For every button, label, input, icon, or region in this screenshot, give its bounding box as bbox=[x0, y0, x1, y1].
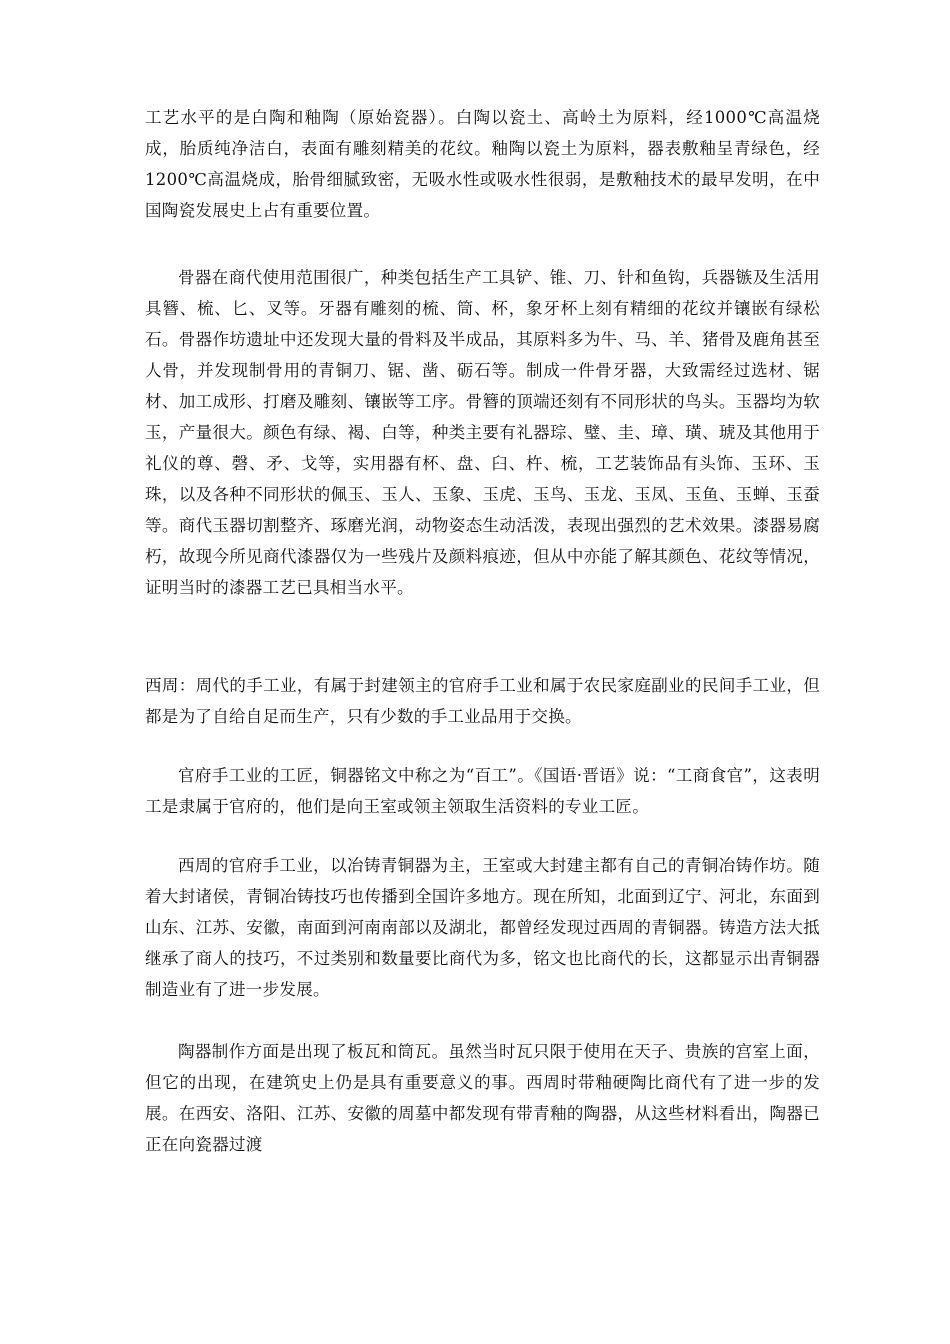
paragraph-western-zhou-intro: 西周：周代的手工业，有属于封建领主的官府手工业和属于农民家庭副业的民间手工业，但都是为了自给自足而生产，只有少数的手工业品用于交换。 bbox=[145, 676, 820, 726]
paragraph-bronze-casting: 西周的官府手工业，以冶铸青铜器为主，王室或大封建主都有自己的青铜冶铸作坊。随着大封诸侯，青铜冶铸技巧也传播到全国许多地方。现在所知，北面到辽宁、河北，东面到山东、江苏、安徽，南面到河南南部以及湖北，都曾经发现过西周的青铜器。铸造方法大抵继承了商人的技巧，不过类别和数量要比商代为多，铭文也比商代的长，这都显示出青铜器制造业有了进一步发展。 bbox=[145, 856, 820, 999]
paragraph-pottery-tiles: 陶器制作方面是出现了板瓦和筒瓦。虽然当时瓦只限于使用在天子、贵族的宫室上面，但它的出现，在建筑史上仍是具有重要意义的事。西周时带釉硬陶比商代有了进一步的发展。在西安、洛阳、江苏、安徽的周墓中都发现有带青釉的陶器，从这些材料看出，陶器已正在向瓷器过渡 bbox=[145, 1042, 820, 1154]
paragraph-bone-jade-lacquer: 骨器在商代使用范围很广，种类包括生产工具铲、锥、刀、针和鱼钩，兵器镞及生活用具簪、梳、匕、叉等。牙器有雕刻的梳、筒、杯，象牙杯上刻有精细的花纹并镶嵌有绿松石。骨器作坊遗址中还发现大量的骨料及半成品，其原料多为牛、马、羊、猪骨及鹿角甚至人骨，并发现制骨用的青铜刀、锯、凿、砺石等。制成一件骨牙器，大致需经过选材、锯材、加工成形、打磨及雕刻、镶嵌等工序。骨簪的顶端还刻有不同形状的鸟头。玉器均为软玉，产量很大。颜色有绿、褐、白等，种类主要有礼器琮、璧、圭、璋、璜、琥及其他用于礼仪的尊、磬、矛、戈等，实用器有杯、盘、臼、杵、梳，工艺装饰品有头饰、玉环、玉珠，以及各种不同形状的佩玉、玉人、玉象、玉虎、玉鸟、玉龙、玉凤、玉鱼、玉蝉、玉蚕等。商代玉器切割整齐、琢磨光润，动物姿态生动活泼，表现出强烈的艺术效果。漆器易腐朽，故现今所见商代漆器仅为一些残片及颜料痕迹，但从中亦能了解其颜色、花纹等情况，证明当时的漆器工艺已具相当水平。 bbox=[145, 268, 820, 597]
paragraph-pottery-glaze: 工艺水平的是白陶和釉陶（原始瓷器）。白陶以瓷土、高岭土为原料，经1000℃高温烧成，胎质纯净洁白，表面有雕刻精美的花纹。釉陶以瓷土为原料，器表敷釉呈青绿色，经 1200℃高温烧成，胎骨细腻致密，无吸水性或吸水性很弱，是敷釉技术的最早发明，在中国陶瓷发展史上占有重要位置。 bbox=[145, 108, 820, 220]
paragraph-official-craftsmen: 官府手工业的工匠，铜器铭文中称之为“百工”。《国语·晋语》说：“工商食官”，这表明工是隶属于官府的，他们是向王室或领主领取生活资料的专业工匠。 bbox=[145, 766, 820, 816]
